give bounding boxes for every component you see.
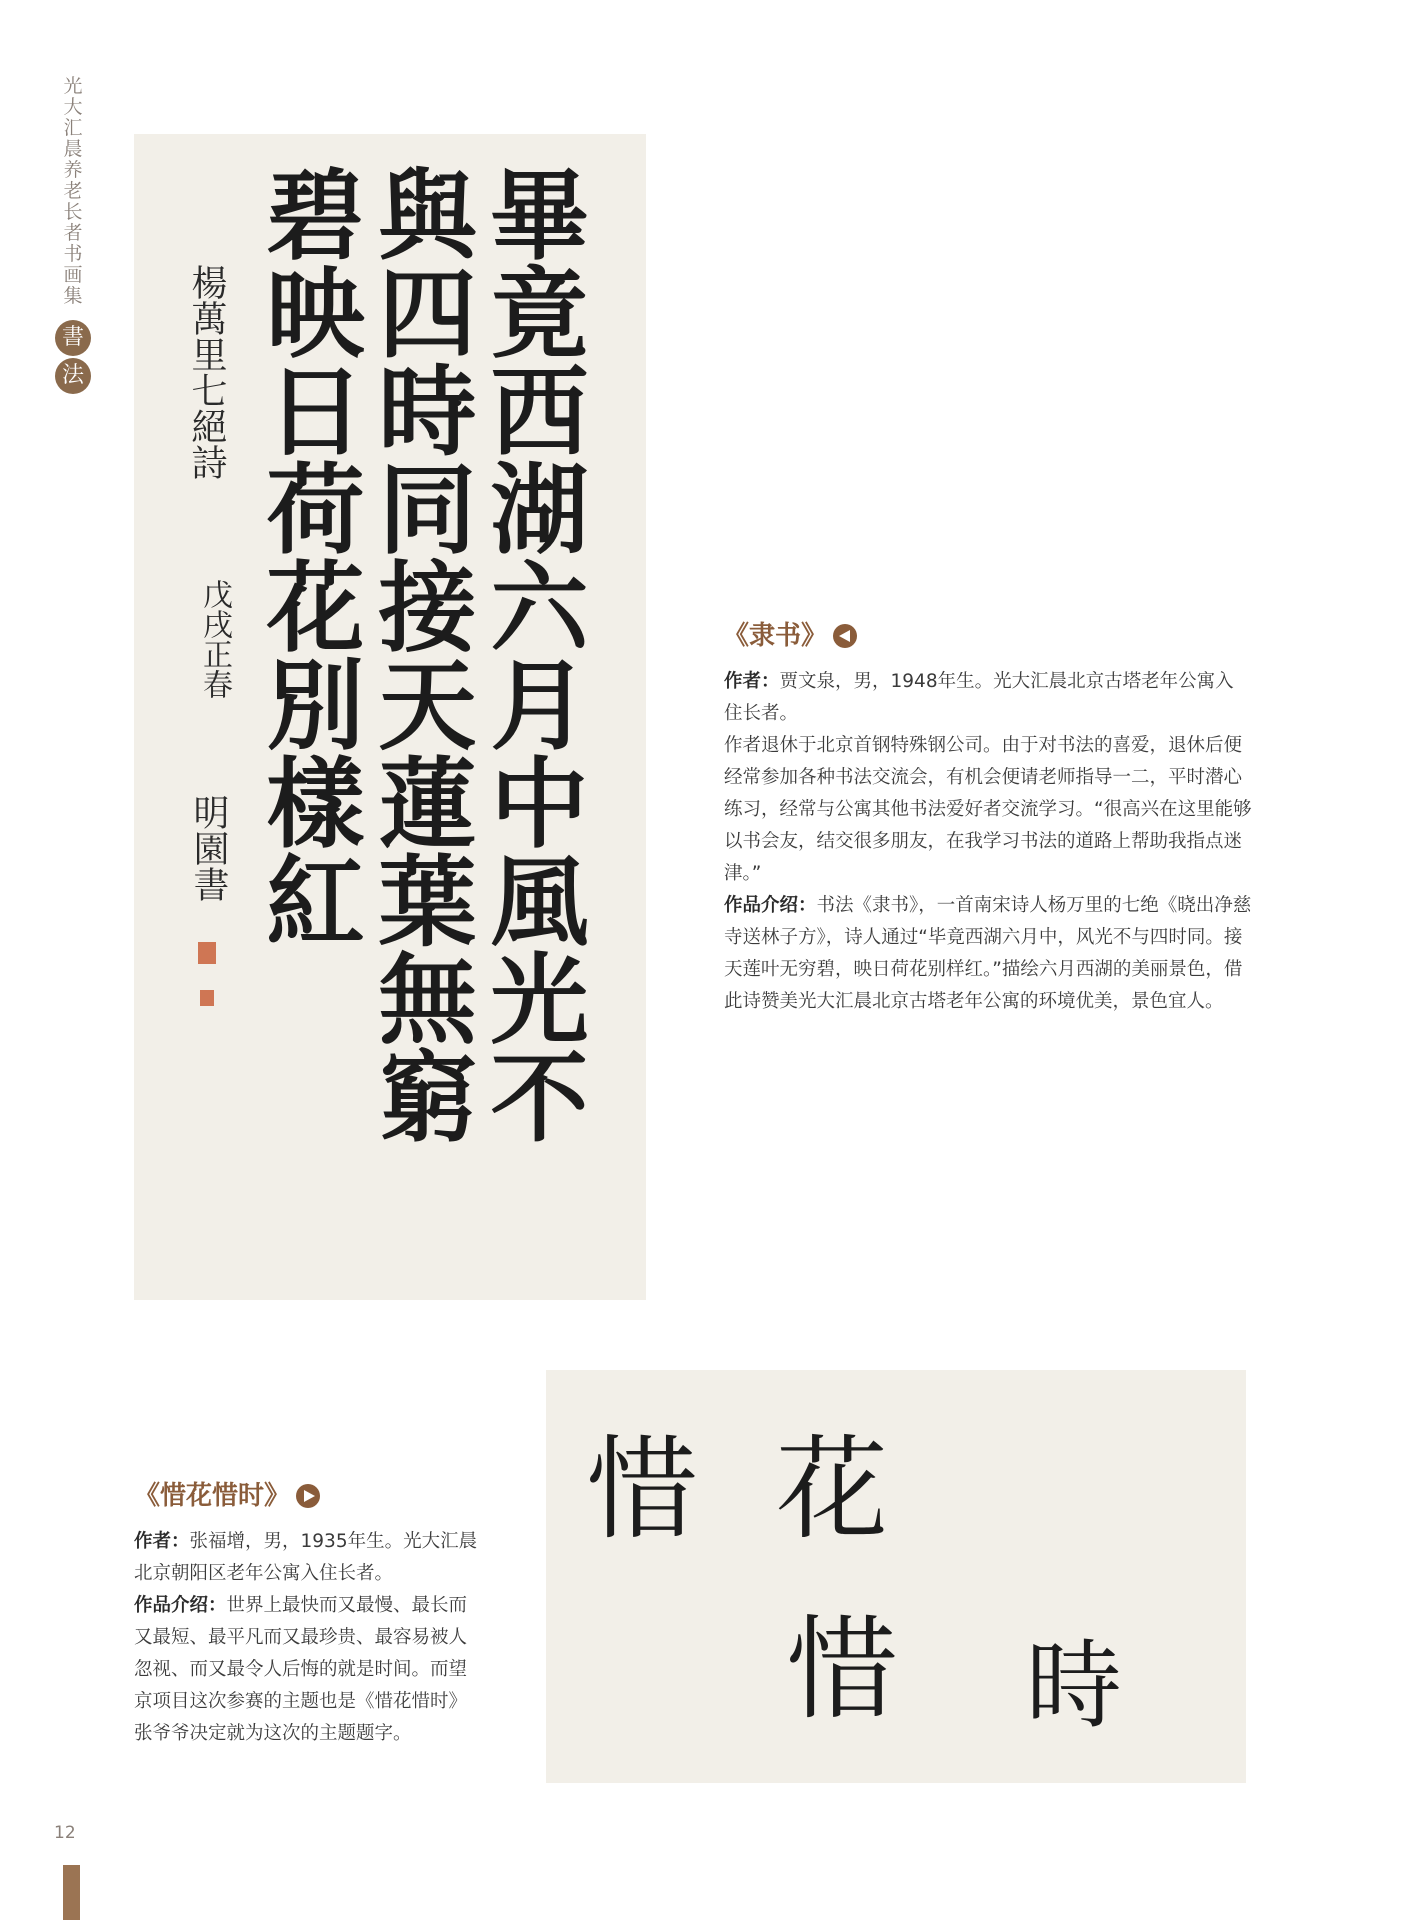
arrow-left-icon bbox=[833, 624, 857, 648]
category-badge-shu: 書 bbox=[55, 320, 91, 356]
intro-text: 书法《隶书》，一首南宋诗人杨万里的七绝《晓出净慈寺送林子方》，诗人通过“毕竟西湖六月中，风光不与四时同。接天莲叶无穷碧，映日荷花别样红。”描绘六月西湖的美丽景色，借此诗赞美光大汇晨北京古塔老年公寓的环境优美，景色宜人。 bbox=[724, 895, 1252, 1012]
author-label: 作者： bbox=[724, 671, 780, 692]
seal-stamp bbox=[200, 990, 214, 1006]
author-text: 贾文泉，男，1948年生。光大汇晨北京古塔老年公寓入住长者。 bbox=[724, 671, 1234, 724]
section2-title: 《惜花惜时》 bbox=[134, 1481, 291, 1511]
book-title: 光大汇晨养老长者书画集 bbox=[63, 75, 83, 307]
author-label: 作者： bbox=[134, 1531, 190, 1552]
calligraphy-scroll-image bbox=[134, 134, 646, 1300]
section1-heading bbox=[723, 620, 857, 652]
section2-heading bbox=[134, 1480, 320, 1512]
scroll-column-3: 碧映日荷花別樣紅 bbox=[250, 164, 365, 948]
arrow-right-icon bbox=[296, 1484, 320, 1508]
artwork2-char: 惜 bbox=[586, 1425, 698, 1555]
intro-label: 作品介绍： bbox=[724, 895, 817, 916]
scroll-signature-3: 明園書 bbox=[188, 794, 229, 902]
bio-text: 作者退休于北京首钢特殊钢公司。由于对书法的喜爱，退休后便经常参加各种书法交流会，有机会便请老师指导一二，平时潜心练习，经常与公寓其他书法爱好者交流学习。“很高兴在这里能够以书会友，结交很多朋友，在我学习书法的道路上帮助我指点迷津。” bbox=[724, 735, 1252, 884]
artwork2-char: 時 bbox=[1026, 1630, 1122, 1742]
scroll-signature-2: 戊戌正春 bbox=[197, 579, 232, 699]
category-badge-fa: 法 bbox=[55, 358, 91, 394]
scroll-signature-1: 楊萬里七絕詩 bbox=[186, 264, 227, 480]
page-number: 12 bbox=[54, 1823, 76, 1843]
artwork2-char: 惜 bbox=[786, 1605, 898, 1735]
section2-body bbox=[134, 1526, 484, 1750]
intro-text: 世界上最快而又最慢、最长而又最短、最平凡而又最珍贵、最容易被人忽视、而又最令人后悔的就是时间。而望京项目这次参赛的主题也是《惜花惜时》张爷爷决定就为这次的主题题字。 bbox=[134, 1595, 468, 1744]
author-text: 张福增，男，1935年生。光大汇晨北京朝阳区老年公寓入住长者。 bbox=[134, 1531, 478, 1584]
scroll-column-1: 畢竟西湖六月中風光不 bbox=[474, 164, 589, 1144]
calligraphy-horizontal-image bbox=[546, 1370, 1246, 1783]
section1-title: 《隶书》 bbox=[723, 621, 828, 651]
page-bar-decoration bbox=[63, 1865, 80, 1920]
seal-stamp bbox=[198, 942, 216, 964]
intro-label: 作品介绍： bbox=[134, 1595, 227, 1616]
artwork2-char: 花 bbox=[776, 1425, 888, 1555]
section1-body bbox=[724, 666, 1252, 1018]
scroll-column-2: 與四時同接天蓮葉無窮 bbox=[362, 164, 477, 1144]
